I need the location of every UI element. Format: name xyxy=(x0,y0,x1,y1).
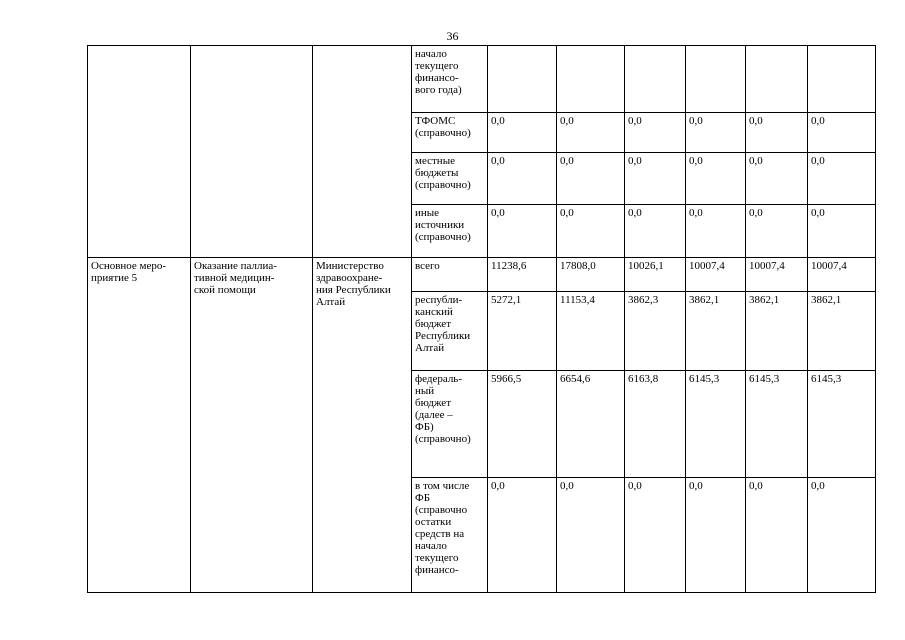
value-cell xyxy=(746,113,808,153)
value-cell xyxy=(808,205,876,258)
value-cell xyxy=(686,258,746,292)
value-cell xyxy=(557,153,625,205)
value-text: 6163,8 xyxy=(628,373,659,385)
value-cell xyxy=(557,46,625,113)
value-text: 0,0 xyxy=(749,480,763,492)
value-cell xyxy=(488,205,557,258)
value-text: 10007,4 xyxy=(749,260,785,272)
value-text: 0,0 xyxy=(689,207,703,219)
value-cell xyxy=(808,371,876,478)
value-text: 0,0 xyxy=(749,115,763,127)
value-cell xyxy=(488,46,557,113)
value-cell xyxy=(488,478,557,593)
value-cell xyxy=(488,258,557,292)
empty-cell xyxy=(313,46,412,258)
value-cell xyxy=(557,292,625,371)
measure-name-cell xyxy=(88,258,191,593)
value-text: 5966,5 xyxy=(491,373,522,385)
value-text: 5272,1 xyxy=(491,294,522,306)
value-cell xyxy=(625,478,686,593)
funding-source-cell xyxy=(412,371,488,478)
value-cell xyxy=(557,371,625,478)
value-cell xyxy=(746,478,808,593)
value-cell xyxy=(746,258,808,292)
value-text: 6654,6 xyxy=(560,373,591,385)
value-cell xyxy=(625,371,686,478)
value-cell xyxy=(746,153,808,205)
value-text: 0,0 xyxy=(689,480,703,492)
value-cell xyxy=(686,205,746,258)
measure-title-cell xyxy=(191,258,313,593)
value-cell xyxy=(488,371,557,478)
empty-cell xyxy=(191,46,313,258)
table-row xyxy=(88,258,876,292)
funding-source-cell xyxy=(412,46,488,113)
table-row xyxy=(88,46,876,113)
value-cell xyxy=(808,46,876,113)
value-text: 0,0 xyxy=(491,115,505,127)
funding-source-cell xyxy=(412,258,488,292)
page-number: 36 xyxy=(446,29,459,43)
value-text: 10007,4 xyxy=(811,260,847,272)
funding-source-label: федераль- ный бюджет (далее – ФБ) (справочно) xyxy=(415,373,471,445)
value-cell xyxy=(808,113,876,153)
value-text: 0,0 xyxy=(560,207,574,219)
funding-source-label: республи- канский бюджет Республики Алтай xyxy=(415,294,471,354)
funding-source-label: иные источники (справочно) xyxy=(415,207,471,243)
value-text: 11238,6 xyxy=(491,260,527,272)
funding-source-cell xyxy=(412,205,488,258)
empty-cell xyxy=(88,46,191,258)
value-text: 6145,3 xyxy=(811,373,842,385)
value-cell xyxy=(488,113,557,153)
value-cell xyxy=(625,46,686,113)
measure-executor-cell xyxy=(313,258,412,593)
value-text: 0,0 xyxy=(628,155,642,167)
value-cell xyxy=(625,258,686,292)
funding-source-cell xyxy=(412,292,488,371)
funding-source-cell xyxy=(412,153,488,205)
value-text: 0,0 xyxy=(491,207,505,219)
value-text: 0,0 xyxy=(811,155,825,167)
value-text: 10026,1 xyxy=(628,260,664,272)
value-text: 0,0 xyxy=(749,207,763,219)
measure-name: Основное меро- приятие 5 xyxy=(91,260,167,284)
value-text: 0,0 xyxy=(628,207,642,219)
value-cell xyxy=(488,153,557,205)
value-cell xyxy=(808,258,876,292)
value-cell xyxy=(746,205,808,258)
value-cell xyxy=(488,292,557,371)
value-cell xyxy=(625,153,686,205)
budget-table xyxy=(87,45,876,593)
value-text: 0,0 xyxy=(689,115,703,127)
value-cell xyxy=(625,292,686,371)
funding-source-cell xyxy=(412,478,488,593)
value-text: 0,0 xyxy=(689,155,703,167)
funding-source-label: начало текущего финансо- вого года) xyxy=(415,48,462,96)
value-cell xyxy=(808,153,876,205)
value-cell xyxy=(625,205,686,258)
value-text: 6145,3 xyxy=(749,373,780,385)
value-text: 0,0 xyxy=(560,115,574,127)
value-text: 0,0 xyxy=(628,480,642,492)
funding-source-label: в том числе ФБ (справочно остатки средств на начало текущего финансо- xyxy=(415,480,470,576)
measure-title: Оказание паллиа- тивной медицин- ской помощи xyxy=(194,260,277,296)
value-text: 0,0 xyxy=(491,480,505,492)
value-text: 0,0 xyxy=(749,155,763,167)
funding-source-cell xyxy=(412,113,488,153)
measure-executor: Министерство здравоохране- ния Республики Алтай xyxy=(316,260,391,308)
value-cell xyxy=(557,258,625,292)
value-cell xyxy=(808,478,876,593)
value-cell xyxy=(746,292,808,371)
funding-source-label: местные бюджеты (справочно) xyxy=(415,155,471,191)
value-cell xyxy=(746,46,808,113)
value-text: 0,0 xyxy=(811,115,825,127)
value-text: 10007,4 xyxy=(689,260,725,272)
value-text: 3862,1 xyxy=(811,294,842,306)
value-cell xyxy=(625,113,686,153)
value-text: 3862,1 xyxy=(689,294,720,306)
value-cell xyxy=(808,292,876,371)
value-text: 11153,4 xyxy=(560,294,595,306)
value-text: 0,0 xyxy=(491,155,505,167)
value-text: 0,0 xyxy=(628,115,642,127)
value-text: 17808,0 xyxy=(560,260,596,272)
value-cell xyxy=(557,113,625,153)
value-cell xyxy=(686,46,746,113)
value-cell xyxy=(746,371,808,478)
value-text: 6145,3 xyxy=(689,373,720,385)
value-text: 3862,1 xyxy=(749,294,780,306)
value-text: 0,0 xyxy=(811,207,825,219)
value-text: 0,0 xyxy=(811,480,825,492)
value-text: 3862,3 xyxy=(628,294,659,306)
funding-source-label: всего xyxy=(415,260,440,272)
value-cell xyxy=(686,292,746,371)
value-text: 0,0 xyxy=(560,155,574,167)
value-text: 0,0 xyxy=(560,480,574,492)
value-cell xyxy=(686,113,746,153)
funding-source-label: ТФОМС (справочно) xyxy=(415,115,471,139)
value-cell xyxy=(557,478,625,593)
value-cell xyxy=(686,153,746,205)
value-cell xyxy=(557,205,625,258)
value-cell xyxy=(686,478,746,593)
value-cell xyxy=(686,371,746,478)
